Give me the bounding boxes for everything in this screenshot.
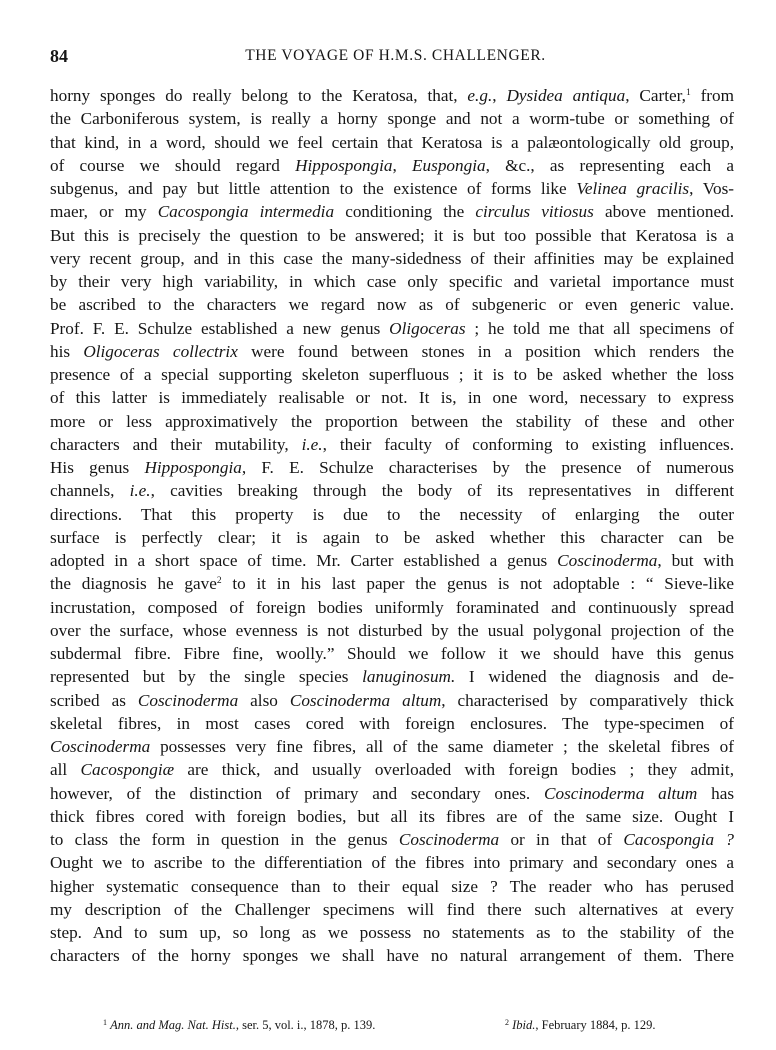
text-line: [50, 224, 734, 247]
page-number: 84: [50, 46, 68, 66]
text-span: , F. E. Schulze characterises by the presence of numerous: [241, 458, 734, 477]
text-span: , but with: [657, 551, 734, 570]
text-span: to class the form in question in the genus: [50, 830, 399, 849]
text-span: Ought we to ascribe to the differentiation of the fibres into primary and secondary ones a: [50, 853, 734, 873]
text-span: of course we should regard: [50, 155, 296, 175]
text-line: [50, 689, 734, 712]
text-line: [50, 386, 734, 409]
text-line: [50, 828, 734, 851]
text-span: his: [50, 341, 84, 361]
text-line: [50, 782, 734, 805]
italic-span: e.g.: [467, 86, 493, 105]
text-span: are thick, and usually overloaded with foreign bodies ; they admit,: [174, 760, 734, 780]
text-span: His genus: [50, 458, 145, 477]
text-line: [50, 596, 734, 619]
text-span: , characterised by comparatively thick: [441, 690, 735, 710]
text-span: thick fibres cored with foreign bodies, but all its fibres are of the same size. Ought I: [50, 806, 734, 826]
text-line: [50, 735, 734, 758]
text-span: , ser. 5, vol. i., 1878, p. 139.: [235, 1018, 376, 1032]
italic-span: Oligoceras: [389, 318, 466, 338]
text-span: all: [50, 760, 81, 780]
text-span: the diagnosis he gave: [50, 574, 217, 594]
text-span: has: [697, 783, 735, 803]
text-span: higher systematic consequence than to their equal size ? The reader who has perused: [50, 876, 734, 896]
text-span: ,: [492, 86, 507, 105]
text-span: characters and their mutability,: [50, 434, 302, 454]
text-line: [50, 921, 734, 944]
footnote-1: [103, 1017, 375, 1033]
italic-span: Coscinoderma: [137, 690, 239, 710]
text-line: [50, 363, 734, 386]
text-span: subdermal fibre. Fibre fine, woolly.” Should we follow it we should have this genus: [50, 644, 734, 663]
text-span: represented but by the single species: [50, 667, 363, 687]
text-line: [50, 898, 734, 921]
text-span: subgenus, and pay but little attention to the existence of forms like: [50, 179, 577, 198]
text-line: [50, 410, 734, 433]
footnote-marker: 2: [505, 1018, 509, 1027]
text-line: [50, 456, 734, 479]
text-span: scribed as: [50, 690, 138, 710]
footnote-reference: 1: [685, 88, 691, 98]
text-span: be ascribed to the characters we regard now as of subgeneric or even generic value.: [50, 295, 734, 315]
text-line: [50, 642, 734, 665]
text-line: [50, 340, 734, 363]
text-line: [50, 503, 734, 526]
text-span: I widened the diagnosis and de-: [455, 667, 734, 687]
italic-span: lanuginosum.: [362, 667, 456, 687]
text-span: channels,: [50, 481, 130, 501]
italic-span: Ibid.: [512, 1018, 536, 1032]
text-line: [50, 433, 734, 456]
text-line: [50, 619, 734, 642]
text-span: directions. That this property is due to the necessity of enlarging the outer: [50, 504, 734, 524]
text-span: however, of the distinction of primary and secondary ones.: [50, 783, 545, 803]
text-span: from: [690, 86, 734, 105]
text-line: [50, 758, 734, 781]
footnote-2: [505, 1017, 656, 1033]
text-span: , cavities breaking through the body of its representatives in different: [150, 481, 734, 501]
italic-span: Ann. and Mag. Nat. Hist.: [110, 1018, 236, 1032]
italic-span: Cacospongiæ: [80, 760, 175, 780]
italic-span: Euspongia: [412, 155, 486, 175]
text-span: ; he told me that all specimens of: [465, 318, 734, 338]
italic-span: Oligoceras collectrix: [83, 341, 238, 361]
italic-span: Velinea gracilis: [576, 179, 690, 198]
text-span: maer, or my: [50, 202, 158, 222]
italic-span: i.e.: [129, 481, 151, 501]
text-line: [50, 549, 734, 572]
text-line: [50, 526, 734, 549]
text-span: also: [238, 690, 290, 710]
text-line: [50, 875, 734, 898]
italic-span: Hippospongia: [295, 155, 393, 175]
text-span: Prof. F. E. Schulze established a new genus: [50, 318, 390, 338]
text-span: presence of a special supporting skeleton superfluous ; it is to be asked whether the loss: [50, 365, 734, 384]
text-line: [50, 293, 734, 316]
text-span: by their very high variability, in which case only specific and varietal importance must: [50, 272, 734, 291]
text-line: [50, 177, 734, 200]
text-span: possesses very fine fibres, all of the same diameter ; the skeletal fibres of: [150, 737, 734, 756]
text-span: incrustation, composed of foreign bodies uniformly foraminated and continuously spread: [50, 597, 734, 617]
text-span: to it in his last paper the genus is not adoptable : “ Sieve-like: [221, 574, 734, 594]
running-head: [50, 44, 733, 68]
text-line: [50, 200, 734, 223]
text-line: [50, 270, 734, 293]
text-span: adopted in a short space of time. Mr. Carter established a genus: [50, 551, 558, 570]
text-line: [50, 154, 734, 177]
text-line: [50, 712, 734, 735]
text-span: , their faculty of conforming to existing influences.: [322, 434, 734, 454]
text-span: conditioning the: [334, 202, 476, 222]
text-line: [50, 572, 734, 595]
italic-span: Cacospongia intermedia: [157, 202, 335, 222]
text-span: more or less approximatively the proportion between the stability of these and other: [50, 411, 734, 431]
text-span: ,: [392, 155, 413, 175]
italic-span: Coscinoderma altum: [289, 690, 442, 710]
text-line: [50, 665, 734, 688]
running-title: THE VOYAGE OF H.M.S. CHALLENGER.: [245, 47, 546, 64]
text-line: [50, 944, 734, 967]
footnote-marker: 1: [103, 1018, 107, 1027]
italic-span: Hippospongia: [144, 458, 242, 477]
italic-span: Coscinoderma: [398, 830, 500, 849]
text-span: that kind, in a word, should we feel certain that Keratosa is a palæontologically old group,: [50, 132, 734, 152]
body-text: [50, 84, 734, 968]
text-line: [50, 317, 734, 340]
text-span: , Carter,: [625, 86, 686, 105]
italic-span: Coscinoderma: [557, 551, 658, 570]
text-span: skeletal fibres, in most cases cored with foreign enclosures. The type-specimen of: [50, 713, 734, 733]
italic-span: Coscinoderma: [50, 737, 151, 756]
italic-span: circulus vitiosus: [475, 202, 594, 222]
text-span: , &c., as representing each a: [485, 155, 734, 175]
text-span: , February 1884, p. 129.: [535, 1018, 656, 1032]
italic-span: i.e.: [301, 434, 323, 454]
text-line: [50, 851, 734, 874]
text-span: , Vos-: [689, 179, 735, 198]
footnote-reference: 2: [216, 576, 222, 587]
text-line: [50, 84, 734, 107]
text-span: step. And to sum up, so long as we possess no statements as to the stability of the: [50, 923, 734, 942]
italic-span: Cacospongia ?: [623, 830, 735, 849]
italic-span: Dysidea antiqua: [506, 86, 626, 105]
text-line: [50, 805, 734, 828]
text-line: [50, 247, 734, 270]
text-line: [50, 479, 734, 502]
text-span: But this is precisely the question to be answered; it is but too possible that Keratosa is a: [50, 225, 734, 245]
text-span: characters of the horny sponges we shall have no natural arrangement of them. There: [50, 946, 734, 966]
text-span: my description of the Challenger specimens will find there such alternatives at every: [50, 899, 734, 919]
text-span: of this latter is immediately realisable or not. It is, in one word, necessary to express: [50, 388, 734, 408]
text-span: the Carboniferous system, is really a horny sponge and not a worm-tube or something of: [50, 109, 734, 129]
italic-span: Coscinoderma altum: [544, 783, 698, 803]
text-span: above mentioned.: [593, 202, 734, 222]
text-line: [50, 131, 734, 154]
text-span: were found between stones in a position which renders the: [237, 341, 734, 361]
text-span: over the surface, whose evenness is not disturbed by the usual polygonal projection of the: [50, 620, 734, 640]
text-span: horny sponges do really belong to the Keratosa, that,: [50, 86, 468, 105]
text-span: surface is perfectly clear; it is again to be asked whether this character can be: [50, 527, 734, 547]
text-span: or in that of: [499, 830, 624, 849]
text-span: very recent group, and in this case the many-sidedness of their affinities may be explained: [50, 248, 734, 268]
text-line: [50, 107, 734, 130]
